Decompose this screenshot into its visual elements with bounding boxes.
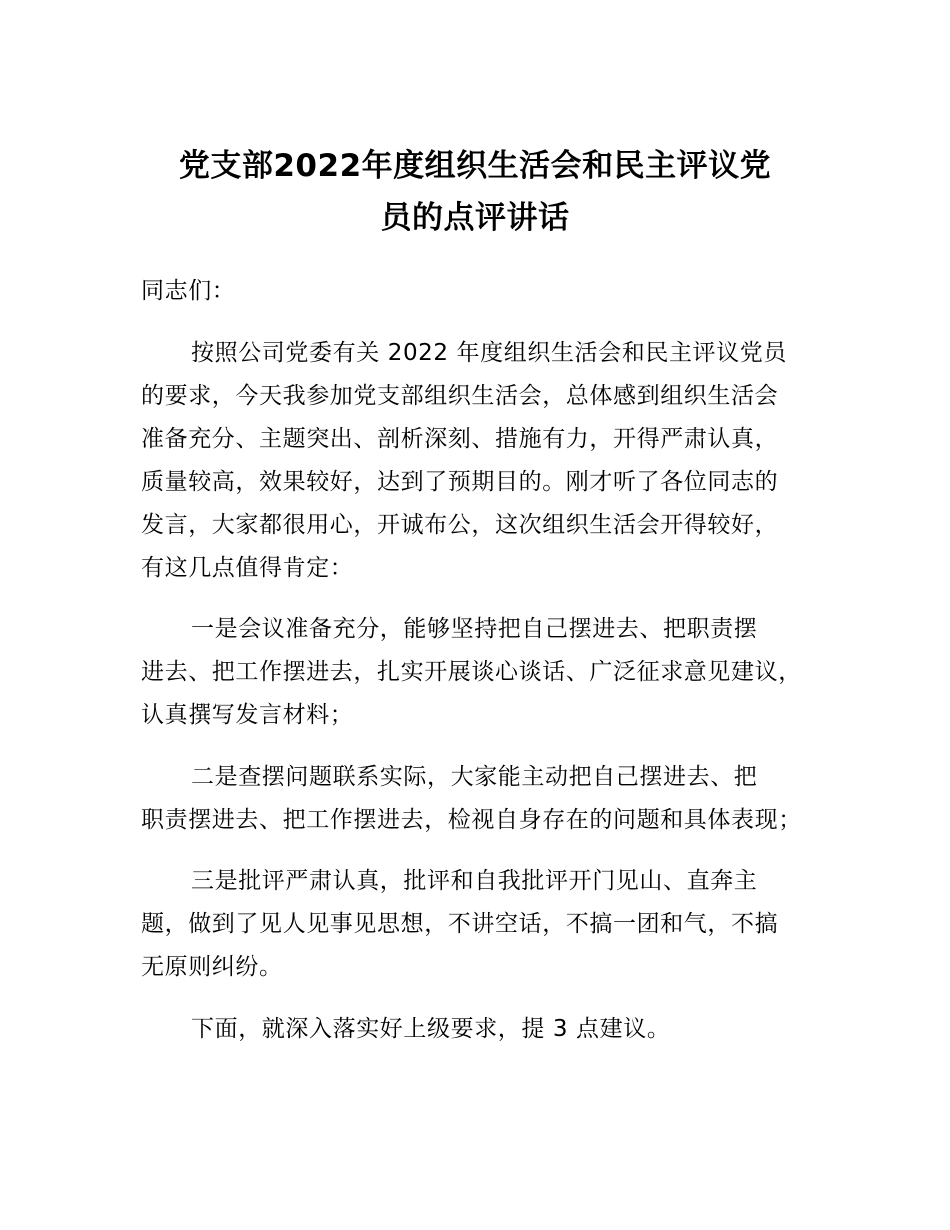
paragraph-4-line: 题，做到了见人见事见思想，不讲空话，不搞一团和气，不搞 (141, 911, 779, 937)
document-title-line-1: 党支部2022年度组织生活会和民主评议党 (178, 148, 772, 184)
paragraph-2-line: 认真撰写发言材料； (141, 702, 354, 728)
paragraph-1-line: 按照公司党委有关 2022 年度组织生活会和民主评议党员 (191, 340, 787, 366)
paragraph-4-line: 无原则纠纷。 (141, 954, 283, 980)
paragraph-3-line: 职责摆进去、把工作摆进去，检视自身存在的问题和具体表现； (141, 807, 802, 833)
paragraph-2-line: 一是会议准备充分，能够坚持把自己摆进去、把职责摆 (191, 616, 758, 642)
paragraph-3-line: 二是查摆问题联系实际，大家能主动把自己摆进去、把 (191, 764, 758, 790)
paragraph-1-line: 准备充分、主题突出、剖析深刻、措施有力，开得严肃认真， (141, 426, 779, 452)
document-title-line-2: 员的点评讲话 (380, 200, 570, 236)
paragraph-1-line: 发言，大家都很用心，开诚布公，这次组织生活会开得较好， (141, 512, 779, 538)
paragraph-5-line: 下面，就深入落实好上级要求，提 3 点建议。 (191, 1016, 671, 1042)
greeting: 同志们： (141, 278, 236, 304)
paragraph-1-line: 有这几点值得肯定： (141, 555, 354, 581)
paragraph-2-line: 进去、把工作摆进去，扎实开展谈心谈话、广泛征求意见建议， (141, 659, 802, 685)
paragraph-1-line: 的要求，今天我参加党支部组织生活会，总体感到组织生活会 (141, 383, 779, 409)
paragraph-4-line: 三是批评严肃认真，批评和自我批评开门见山、直奔主 (191, 868, 758, 894)
paragraph-1-line: 质量较高，效果较好，达到了预期目的。刚才听了各位同志的 (141, 469, 779, 495)
